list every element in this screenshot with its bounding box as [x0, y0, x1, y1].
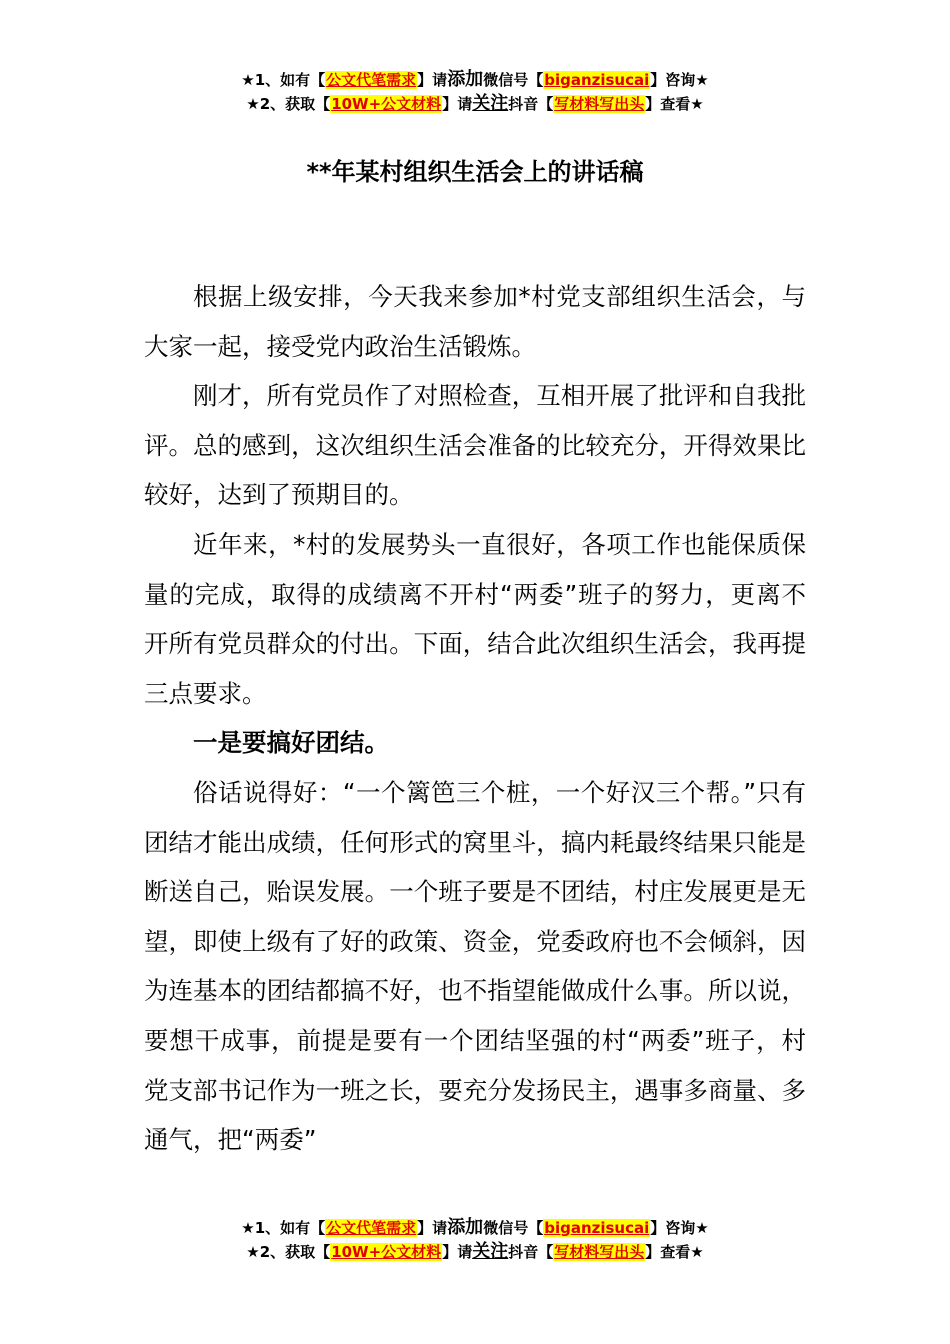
banner-text: 微信号【	[483, 71, 544, 89]
banner-text: 】请	[442, 1243, 473, 1261]
emphasis-text: 关注	[472, 93, 509, 114]
banner-text: 1、如有【	[254, 1219, 326, 1237]
emphasis-text: 关注	[472, 1241, 509, 1262]
star-icon: ★	[241, 71, 255, 89]
banner-text: 】咨询	[650, 71, 696, 89]
banner-line-1	[0, 68, 950, 92]
banner-text: 抖音【	[508, 95, 554, 113]
header-banner	[0, 68, 950, 116]
banner-text: 】查看	[645, 95, 691, 113]
highlight-materials: 10W+公文材料	[331, 95, 442, 113]
highlight-materials: 10W+公文材料	[331, 1243, 442, 1261]
banner-text: 抖音【	[508, 1243, 554, 1261]
paragraph: 根据上级安排，今天我来参加*村党支部组织生活会，与大家一起，接受党内政治生活锻炼。	[144, 282, 806, 361]
section-heading: 一是要搞好团结。	[193, 728, 389, 758]
document-body	[144, 272, 806, 1165]
paragraph: 刚才，所有党员作了对照检查，互相开展了批评和自我批评。总的感到，这次组织生活会准备的比较充分，开得效果比较好，达到了预期目的。	[144, 381, 806, 510]
star-icon: ★	[246, 95, 260, 113]
star-icon: ★	[246, 1243, 260, 1261]
banner-line-2	[0, 1240, 950, 1264]
document-title: **年某村组织生活会上的讲话稿	[306, 158, 644, 186]
banner-text: 】咨询	[650, 1219, 696, 1237]
banner-line-1	[0, 1216, 950, 1240]
banner-text: 】请	[417, 1219, 448, 1237]
banner-text: 2、获取【	[259, 1243, 331, 1261]
banner-text: 】请	[417, 71, 448, 89]
banner-text: 2、获取【	[259, 95, 331, 113]
emphasis-text: 添加	[447, 69, 484, 90]
paragraph: 近年来，*村的发展势头一直很好，各项工作也能保质保量的完成，取得的成绩离不开村“两委”班子的努力，更离不开所有党员群众的付出。下面，结合此次组织生活会，我再提三点要求。	[144, 529, 806, 708]
highlight-service: 公文代笔需求	[326, 1219, 417, 1237]
highlight-douyin-account: 写材料写出头	[554, 95, 645, 113]
star-icon: ★	[241, 1219, 255, 1237]
highlight-douyin-account: 写材料写出头	[554, 1243, 645, 1261]
banner-text: 微信号【	[483, 1219, 544, 1237]
banner-line-2	[0, 92, 950, 116]
footer-banner	[0, 1216, 950, 1264]
paragraph: 俗话说得好：“一个篱笆三个桩，一个好汉三个帮。”只有团结才能出成绩，任何形式的窝里斗，搞内耗最终结果只能是断送自己，贻误发展。一个班子要是不团结，村庄发展更是无望，即使上级有了好的政策、资金，党委政府也不会倾斜，因为连基本的团结都搞不好，也不指望能做成什么事。所以说，要想干成事，前提是要有一个团结坚强的村“两委”班子，村党支部书记作为一班之长，要充分发扬民主，遇事多商量、多通气，把“两委”	[144, 777, 806, 1155]
star-icon: ★	[695, 1219, 709, 1237]
star-icon: ★	[690, 95, 704, 113]
star-icon: ★	[690, 1243, 704, 1261]
banner-text: 】查看	[645, 1243, 691, 1261]
highlight-wechat-id: biganzisucai	[544, 71, 650, 89]
star-icon: ★	[695, 71, 709, 89]
emphasis-text: 添加	[447, 1217, 484, 1238]
banner-text: 1、如有【	[254, 71, 326, 89]
highlight-service: 公文代笔需求	[326, 71, 417, 89]
banner-text: 】请	[442, 95, 473, 113]
highlight-wechat-id: biganzisucai	[544, 1219, 650, 1237]
